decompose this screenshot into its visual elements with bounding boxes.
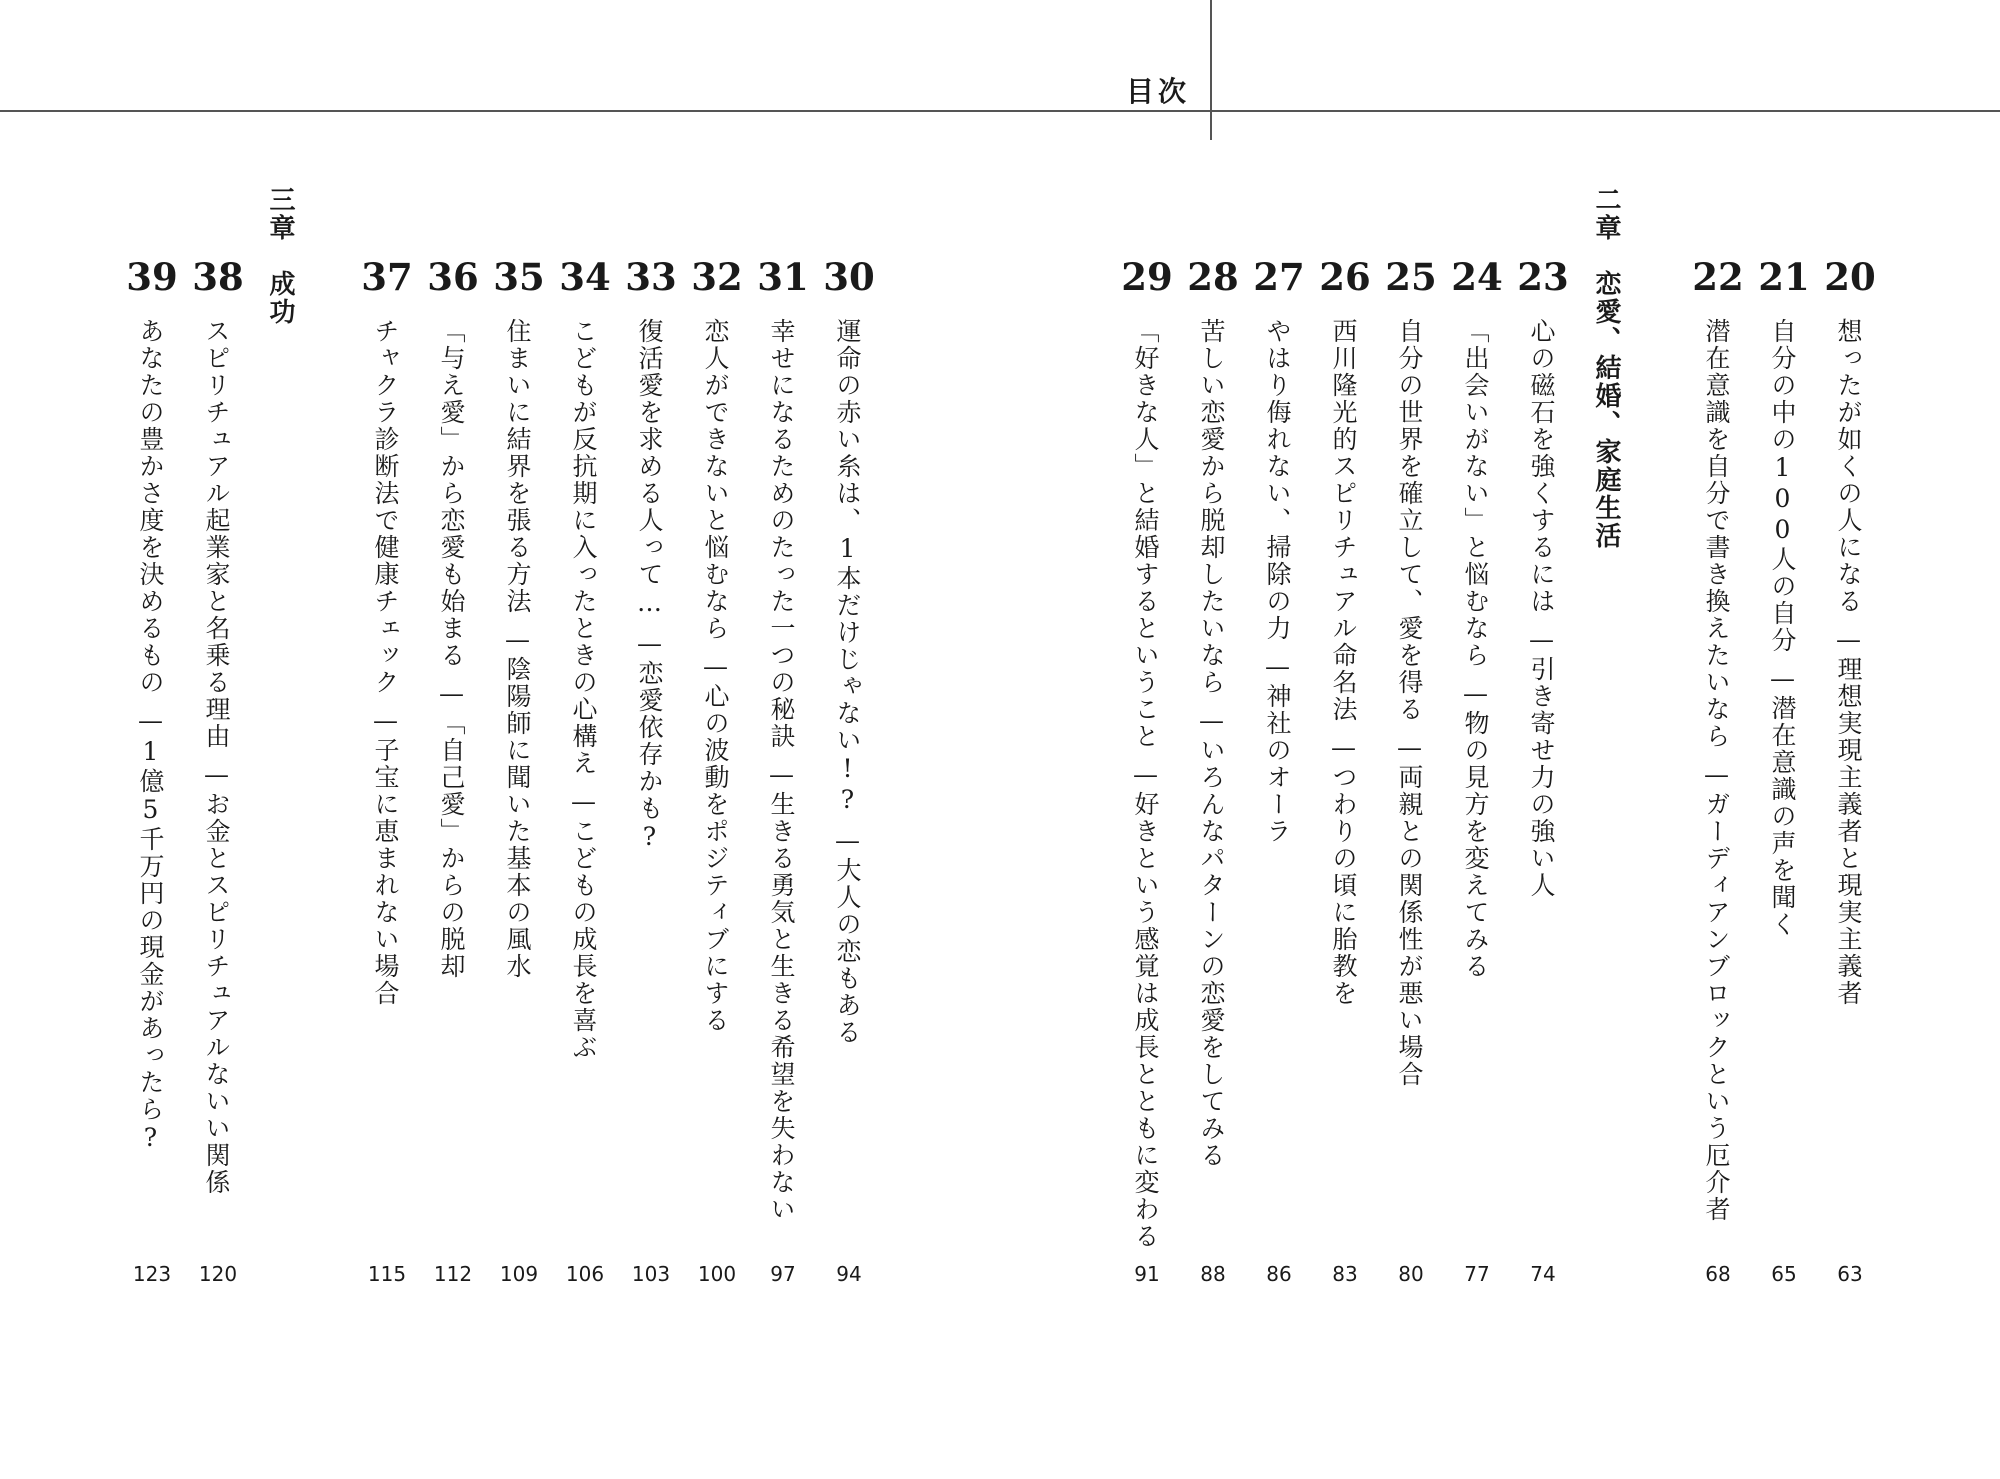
chapter-name: 恋愛、結婚、家庭生活 [1591,270,1621,550]
entry-page: 103 [631,1262,671,1286]
entry-number: 33 [625,255,677,299]
entry-title [830,318,864,1046]
entry-title [1765,318,1799,938]
entry-number: 26 [1319,255,1371,299]
entry-title-main: 潜在意識を自分で書き換えたいなら [1702,318,1731,750]
entry-page: 112 [433,1262,473,1286]
entry-page: 65 [1771,1262,1797,1286]
entry-title-main: 自分の中の100人の自分 [1768,318,1797,654]
entry-title [698,318,732,1034]
entry-title-main: 恋人ができないと悩むなら [701,318,730,642]
entry-subtitle: —つわりの頃に胎教を [1329,733,1358,1007]
entry-number: 34 [559,255,611,299]
chapter-label: 三章 [265,186,295,242]
header-rule [0,110,2000,112]
entry-title [1128,318,1162,1250]
entry-subtitle: —陰陽師に聞いた基本の風水 [503,625,532,980]
entry-title-main: 自分の世界を確立して、愛を得る [1395,318,1424,723]
chapter-heading-3 [263,186,297,326]
entry-title-main: 苦しい恋愛から脱却したいなら [1197,318,1226,696]
entry-subtitle: —1億5千万円の現金があったら? [136,706,165,1154]
entry-number: 24 [1451,255,1503,299]
entry-title [368,318,402,1007]
entry-title [199,318,233,1196]
entry-title-main: 幸せになるためのたった一つの秘訣 [767,318,796,750]
entry-subtitle: —理想実現主義者と現実主義者 [1834,625,1863,1007]
entry-title-main: スピリチュアル起業家と名乗る理由 [202,318,231,750]
entry-title-main: 心の磁石を強くするには [1527,318,1556,615]
entry-title [1326,318,1360,1007]
entry-number: 39 [126,255,178,299]
entry-number: 27 [1253,255,1305,299]
entry-title-main: 運命の赤い糸は、1本だけじゃない!? [833,318,862,816]
entry-number: 25 [1385,255,1437,299]
chapter-heading-2 [1589,186,1623,550]
entry-number: 38 [192,255,244,299]
entry-title [1831,318,1865,1007]
entry-number: 21 [1758,255,1810,299]
entry-title-main: こどもが反抗期に入ったときの心構え [569,318,598,777]
entry-page: 94 [836,1262,862,1286]
entry-number: 29 [1121,255,1173,299]
entry-subtitle: —子宝に恵まれない場合 [371,706,400,1007]
entry-title [1458,318,1492,980]
entry-page: 88 [1200,1262,1226,1286]
entry-title-main: 想ったが如くの人になる [1834,318,1863,615]
entry-subtitle: —心の波動をポジティブにする [701,652,730,1034]
entry-number: 28 [1187,255,1239,299]
entry-title [632,318,666,853]
entry-subtitle: —お金とスピリチュアルないい関係 [202,760,231,1196]
entry-page: 106 [565,1262,605,1286]
entry-page: 100 [697,1262,737,1286]
entry-page: 77 [1464,1262,1490,1286]
entry-page: 115 [367,1262,407,1286]
entry-title [1699,318,1733,1223]
entry-title [133,318,167,1154]
entry-page: 80 [1398,1262,1424,1286]
entry-title [1194,318,1228,1169]
entry-page: 109 [499,1262,539,1286]
entry-title [1260,318,1294,845]
entry-number: 30 [823,255,875,299]
entry-page: 120 [198,1262,238,1286]
entry-number: 31 [757,255,809,299]
entry-number: 37 [361,255,413,299]
entry-title [1524,318,1558,899]
page-title: 目次 [1126,75,1191,108]
entry-subtitle: —引き寄せ力の強い人 [1527,625,1556,899]
entry-title-main: チャクラ診断法で健康チェック [371,318,400,696]
entry-subtitle: —ガーディアンブロックという厄介者 [1702,760,1731,1223]
entry-number: 32 [691,255,743,299]
entry-title-main: 西川隆光的スピリチュアル命名法 [1329,318,1358,723]
entry-number: 36 [427,255,479,299]
entry-subtitle: —物の見方を変えてみる [1461,679,1490,980]
entry-subtitle: —いろんなパターンの恋愛をしてみる [1197,706,1226,1169]
entry-number: 22 [1692,255,1744,299]
entry-title [764,318,798,1223]
entry-page: 91 [1134,1262,1160,1286]
entry-title-main: 「与え愛」から恋愛も始まる [437,318,466,669]
entry-subtitle: —神社のオーラ [1263,652,1292,845]
chapter-label: 二章 [1591,186,1621,242]
entry-subtitle: —両親との関係性が悪い場合 [1395,733,1424,1088]
entry-subtitle: —生きる勇気と生きる希望を失わない [767,760,796,1223]
entry-page: 68 [1705,1262,1731,1286]
entry-subtitle: —潜在意識の声を聞く [1768,664,1797,938]
entry-subtitle: —恋愛依存かも? [635,629,664,853]
entry-title-main: 住まいに結界を張る方法 [503,318,532,615]
entry-number: 35 [493,255,545,299]
entry-title-main: 「出会いがない」と悩むなら [1461,318,1490,669]
entry-title-main: あなたの豊かさ度を決めるもの [136,318,165,696]
entry-title-main: やはり侮れない、掃除の力 [1263,318,1292,642]
entry-page: 97 [770,1262,796,1286]
entry-title-main: 「好きな人」と結婚するということ [1131,318,1160,750]
entry-number: 20 [1824,255,1876,299]
chapter-name: 成功 [265,270,295,326]
entry-subtitle: —こどもの成長を喜ぶ [569,787,598,1061]
entry-subtitle: —好きという感覚は成長とともに変わる [1131,760,1160,1250]
entry-title [566,318,600,1061]
entry-title [500,318,534,980]
entry-number: 23 [1517,255,1569,299]
entry-page: 83 [1332,1262,1358,1286]
entry-subtitle: —「自己愛」からの脱却 [437,679,466,980]
entry-title [434,318,468,980]
header-divider [1210,0,1212,140]
entry-page: 63 [1837,1262,1863,1286]
entry-page: 86 [1266,1262,1292,1286]
entry-title [1392,318,1426,1088]
entry-subtitle: —大人の恋もある [833,826,862,1046]
entry-page: 74 [1530,1262,1556,1286]
entry-page: 123 [132,1262,172,1286]
entry-title-main: 復活愛を求める人って… [635,318,664,619]
